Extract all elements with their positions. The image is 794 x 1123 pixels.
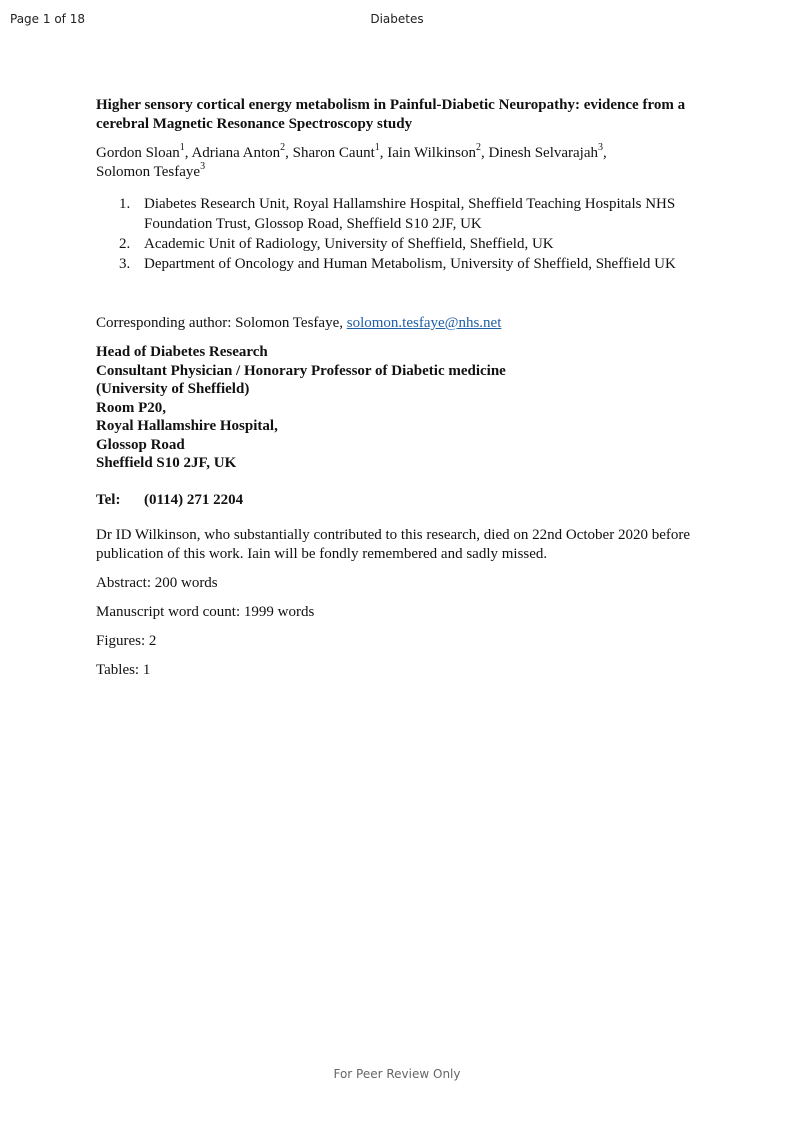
author: Dinesh Selvarajah$^3$, [488,142,607,161]
word-count: Manuscript word count: 1999 words [96,603,315,620]
address-line: Head of Diabetes Research [96,344,268,360]
affiliation-item: 2. Academic Unit of Radiology, University of Sheffield, Sheffield, UK [119,236,554,252]
address-block [96,343,696,473]
telephone [96,491,696,510]
tel-label: Tel: [96,491,121,508]
page-number: Page 1 of 18 [10,12,85,26]
corresponding-author [96,314,696,333]
email-link[interactable]: solomon.tesfaye@nhs.net [346,315,502,331]
figure-count: Figures: 2 [96,632,157,649]
manuscript-body [96,96,696,680]
author: Iain Wilkinson$^2$, [387,142,489,161]
address-line: Glossop Road [96,436,185,453]
abstract-count: Abstract: 200 words [96,574,218,591]
author: Gordon Sloan$^1$, [96,142,192,161]
address-line: Sheffield S10 2JF, UK [96,455,237,471]
affiliation-item: 1. Diabetes Research Unit, Royal Hallamshire Hospital, Sheffield Teaching Hospitals NHS Foundation Trust, Glossop Road, Sheffield S10 2JF, UK [119,196,676,232]
peer-review-footer: For Peer Review Only [333,1067,461,1081]
address-line: Royal Hallamshire Hospital, [96,418,278,434]
author: Sharon Caunt$^1$, [292,142,388,161]
paper-title: Higher sensory cortical energy metabolism in Painful-Diabetic Neuropathy: evidence from a cerebral Magnetic Resonance Spectroscopy study [96,97,686,132]
address-line: Room P20, [96,399,166,416]
address-line: Consultant Physician / Honorary Professor of Diabetic medicine [96,362,506,379]
memorial-note: Dr ID Wilkinson, who substantially contributed to this research, died on 22nd October 2020 before publication of this work. Iain will be fondly remembered and sadly missed. [96,526,690,562]
table-count: Tables: 1 [96,661,151,678]
corresponding-label: Corresponding author: Solomon Tesfaye, [96,315,347,331]
affiliation-item: 3. Department of Oncology and Human Metabolism, University of Sheffield, Sheffield UK [119,256,676,272]
author-list [96,144,696,182]
affiliation-list [96,194,696,274]
author: Solomon Tesfaye$^3$ [96,161,206,180]
author: Adriana Anton$^2$, [191,142,293,161]
address-line: (University of Sheffield) [96,381,250,397]
tel-number: (0114) 271 2204 [144,491,244,508]
journal-name: Diabetes [370,12,424,26]
